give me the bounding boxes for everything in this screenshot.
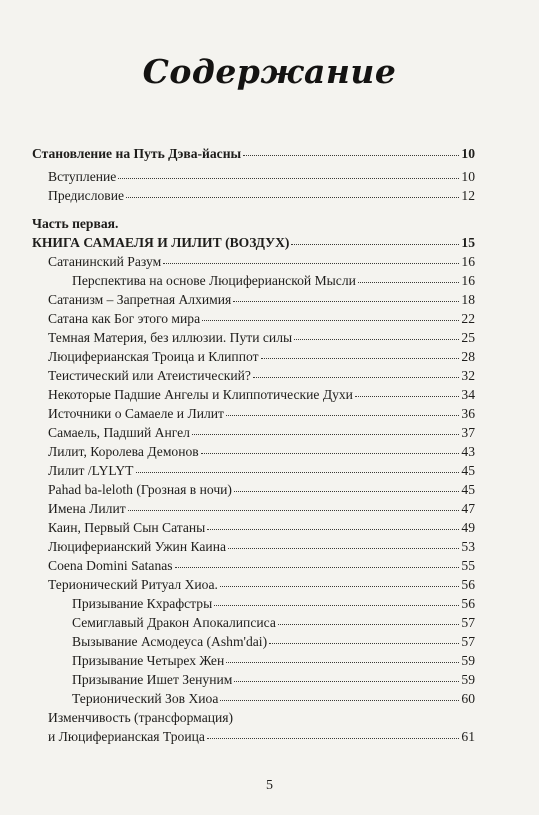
toc-entry-page: 10 (461, 146, 475, 161)
toc-entry (48, 386, 475, 404)
toc-entry-title: Призывание Ишет Зенуним (72, 672, 233, 687)
toc-entry-title: Терионический Ритуал Хиоа. (48, 577, 218, 592)
toc-entry-page: 36 (461, 406, 475, 421)
toc-entry (48, 481, 475, 499)
dot-leader (126, 197, 459, 198)
toc-entry-page: 59 (461, 653, 475, 668)
dot-leader (233, 301, 459, 302)
toc-entry-page: 56 (461, 596, 475, 611)
dot-leader (118, 178, 459, 179)
toc-entry-title: Лилит /LYLYT (48, 463, 134, 478)
toc-entry-page: 16 (461, 254, 475, 269)
toc-entry (72, 633, 475, 651)
toc-entry-title: Имена Лилит (48, 501, 126, 516)
dot-leader (220, 700, 459, 701)
dot-leader (291, 244, 459, 245)
toc-entry-title: Сатанизм – Запретная Алхимия (48, 292, 232, 307)
toc-entry-title: Лилит, Королева Демонов (48, 444, 199, 459)
dot-leader (220, 586, 460, 587)
toc-entry-page: 60 (461, 691, 475, 706)
toc-entry-page: 57 (461, 634, 475, 649)
toc-entry-title: Часть первая. (32, 216, 119, 231)
toc-entry-title: Становление на Путь Дэва-йасны (32, 146, 242, 161)
toc-entry-title: Самаель, Падший Ангел (48, 425, 190, 440)
toc-entry-page: 25 (461, 330, 475, 345)
toc-entry-page: 43 (461, 444, 475, 459)
toc-entry-page: 57 (461, 615, 475, 630)
toc-entry (48, 443, 475, 461)
toc-entry (48, 576, 475, 594)
dot-leader (261, 358, 460, 359)
dot-leader (234, 491, 459, 492)
dot-leader (214, 605, 459, 606)
toc-entry (48, 187, 475, 205)
dot-leader (226, 662, 459, 663)
toc-entry (48, 424, 475, 442)
toc-entry (72, 595, 475, 613)
toc-entry-title: Призывание Четырех Жен (72, 653, 225, 668)
toc-entry (48, 329, 475, 347)
toc-entry (48, 709, 475, 727)
dot-leader (207, 738, 460, 739)
toc-entry-page: 55 (461, 558, 475, 573)
toc-entry (32, 215, 475, 233)
dot-leader (202, 320, 459, 321)
toc-entry-title: Источники о Самаеле и Лилит (48, 406, 224, 421)
toc-entry (48, 462, 475, 480)
dot-leader (136, 472, 460, 473)
toc-entry-title: Темная Материя, без иллюзии. Пути силы (48, 330, 293, 345)
dot-leader (226, 415, 459, 416)
toc-entry-page: 16 (461, 273, 475, 288)
toc-entry-page: 45 (461, 463, 475, 478)
toc-entry-title: Семиглавый Дракон Апокалипсиса (72, 615, 276, 630)
toc-entry (48, 348, 475, 366)
toc-entry (72, 690, 475, 708)
toc-entry-page: 59 (461, 672, 475, 687)
toc-entry-page: 12 (461, 188, 475, 203)
toc-entry-title: и Люциферианская Троица (48, 729, 205, 744)
toc-entry (32, 234, 475, 252)
toc-entry (32, 145, 475, 163)
toc-entry-title: Изменчивость (трансформация) (48, 710, 234, 725)
toc-entry (48, 367, 475, 385)
toc-entry-page: 22 (461, 311, 475, 326)
toc-entry-page: 49 (461, 520, 475, 535)
toc-entry-title: Сатанинский Разум (48, 254, 162, 269)
toc-entry-title: Некоторые Падшие Ангелы и Клиппотические Духи (48, 387, 353, 402)
toc-entry-title: Терионический Зов Хиоа (72, 691, 219, 706)
toc-entry (72, 652, 475, 670)
toc-entry-title: Coena Domini Satanas (48, 558, 173, 573)
toc-entry-page: 45 (461, 482, 475, 497)
toc-entry (72, 614, 475, 632)
toc-entry-page: 32 (461, 368, 475, 383)
toc-entry-page: 47 (461, 501, 475, 516)
toc-entry (48, 519, 475, 537)
dot-leader (175, 567, 460, 568)
dot-leader (234, 681, 459, 682)
toc-entry (48, 291, 475, 309)
toc-entry (48, 538, 475, 556)
toc-entry (72, 272, 475, 290)
toc-entry-page: 15 (461, 235, 475, 250)
toc-entry-title: Предисловие (48, 188, 125, 203)
toc-entry-title: Сатана как Бог этого мира (48, 311, 201, 326)
toc-entry-page: 53 (461, 539, 475, 554)
toc-entry (48, 557, 475, 575)
toc-entry-title: Люциферианский Ужин Каина (48, 539, 227, 554)
toc-entry (48, 168, 475, 186)
dot-leader (228, 548, 459, 549)
toc-entry-page: 56 (461, 577, 475, 592)
toc-entry-title: Теистический или Атеистический? (48, 368, 251, 383)
dot-leader (278, 624, 460, 625)
toc-entry (48, 405, 475, 423)
toc-entry (72, 671, 475, 689)
toc-entry-title: Вступление (48, 169, 117, 184)
dot-leader (269, 643, 459, 644)
toc-entry-page: 18 (461, 292, 475, 307)
dot-leader (192, 434, 459, 435)
toc-entry-title: Pahad ba-leloth (Грозная в ночи) (48, 482, 232, 497)
dot-leader (358, 282, 460, 283)
toc-entry-page: 37 (461, 425, 475, 440)
toc-entry-page: 10 (461, 169, 475, 184)
toc-entry-title: Вызывание Асмодеуса (Ashm'dai) (72, 634, 268, 649)
dot-leader (128, 510, 460, 511)
toc-entry-title: КНИГА САМАЕЛЯ И ЛИЛИТ (ВОЗДУХ) (32, 235, 290, 250)
toc-entry (48, 253, 475, 271)
dot-leader (163, 263, 459, 264)
toc-entry-title: Перспектива на основе Люциферианской Мысли (72, 273, 356, 288)
dot-leader (355, 396, 459, 397)
page-title: Содержание (142, 52, 397, 91)
toc-entry-page: 34 (461, 387, 475, 402)
dot-leader (253, 377, 459, 378)
toc-entry-page: 28 (461, 349, 475, 364)
toc-entry (48, 500, 475, 518)
toc-entry-title: Люциферианская Троица и Клиппот (48, 349, 259, 364)
dot-leader (243, 155, 459, 156)
page-number: 5 (266, 778, 273, 793)
dot-leader (294, 339, 459, 340)
toc-entry (48, 728, 475, 746)
dot-leader (207, 529, 459, 530)
toc-entry-title: Призывание Кхрафстры (72, 596, 213, 611)
toc-entry-page: 61 (461, 729, 475, 744)
toc-entry-title: Каин, Первый Сын Сатаны (48, 520, 206, 535)
toc-entry (48, 310, 475, 328)
dot-leader (201, 453, 460, 454)
